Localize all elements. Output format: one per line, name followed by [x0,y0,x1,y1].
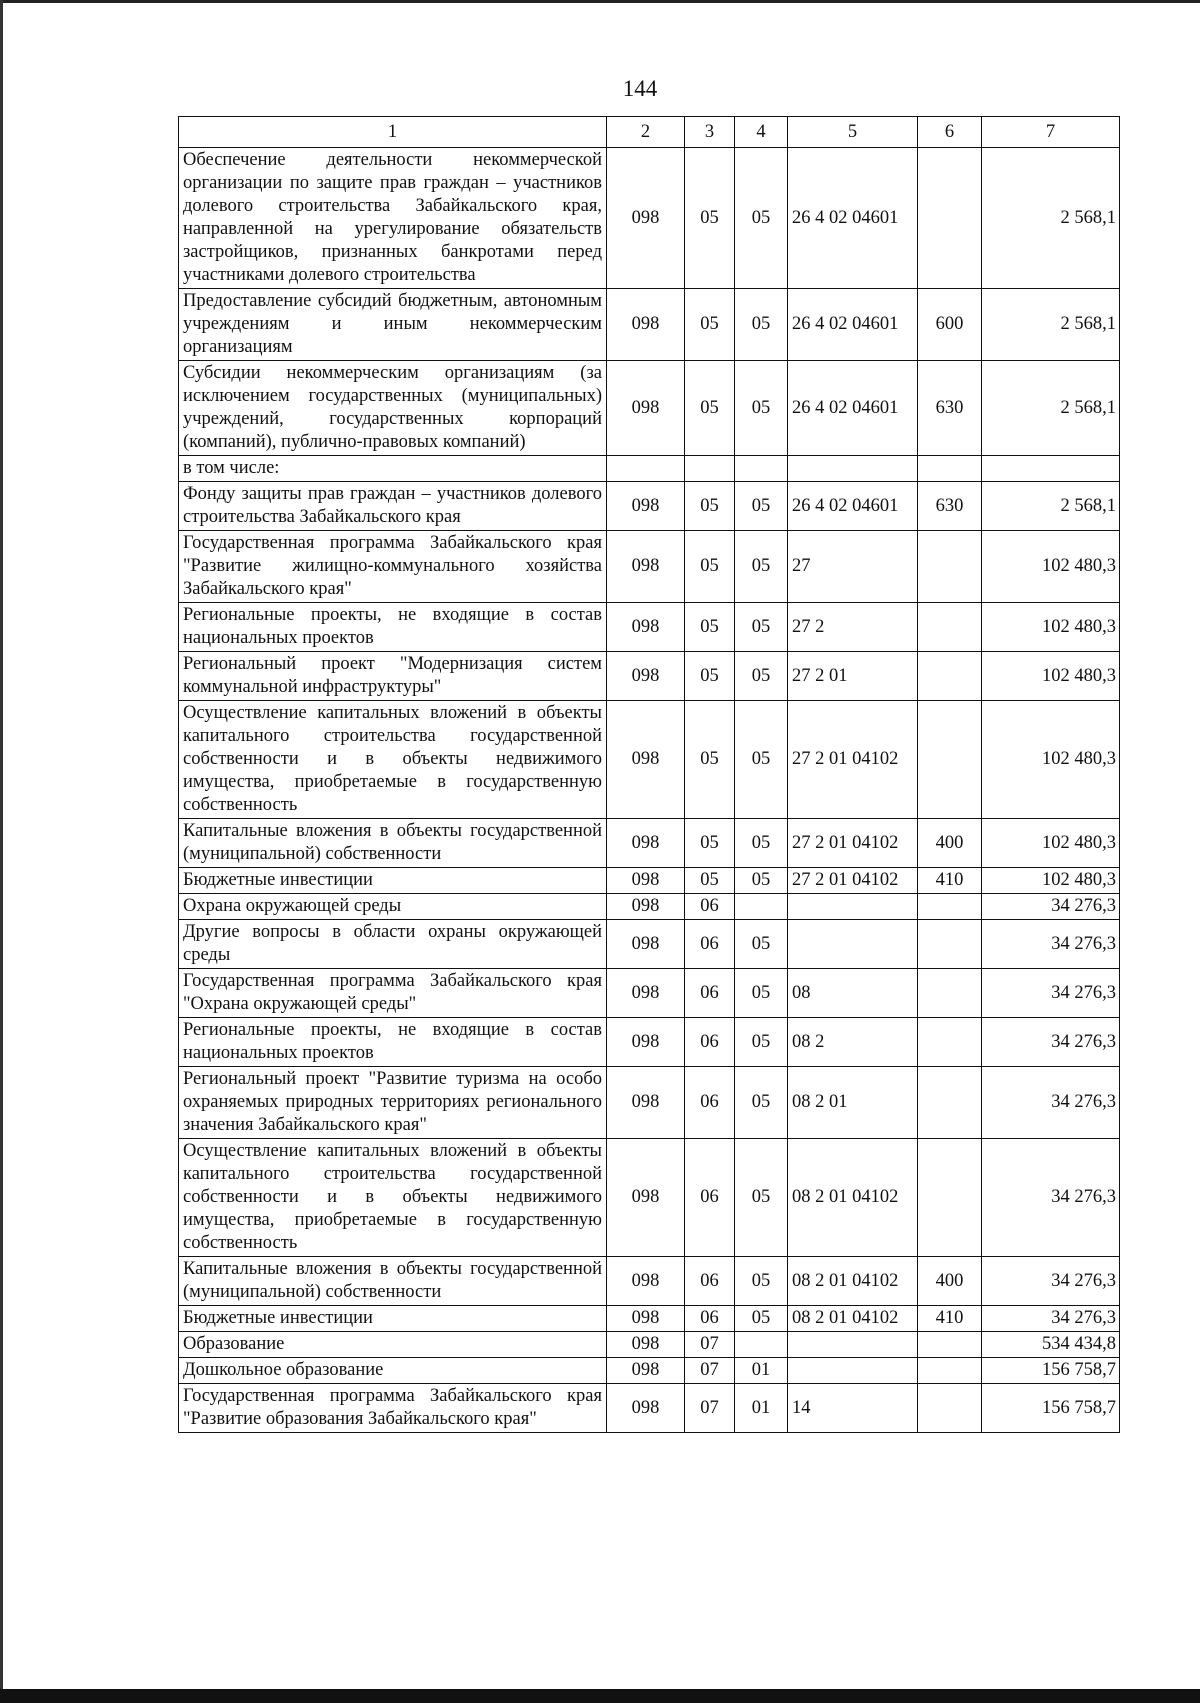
table-row [179,1257,1120,1306]
cell-subsection [735,894,788,920]
cell-grbs: 098 [607,1018,685,1067]
table-row [179,1384,1120,1433]
cell-subsection: 05 [735,531,788,603]
table-row [179,531,1120,603]
cell-name: Государственная программа Забайкальского края "Развитие жилищно-коммунального хозяйства Забайкальского края" [179,531,607,603]
cell-subsection: 05 [735,1067,788,1139]
cell-section: 05 [685,701,735,819]
cell-grbs: 098 [607,1257,685,1306]
table-row [179,819,1120,868]
scan-edge-left [0,0,3,1703]
cell-expense-type: 600 [918,289,982,361]
table-row [179,1332,1120,1358]
cell-name: Охрана окружающей среды [179,894,607,920]
table-row [179,868,1120,894]
cell-name: Осуществление капитальных вложений в объекты капитального строительства государственной собственности и в объекты недвижимого имущества, приобретаемые в государственную собственность [179,1139,607,1257]
cell-subsection: 05 [735,1018,788,1067]
cell-amount: 102 480,3 [982,819,1120,868]
cell-subsection: 05 [735,1306,788,1332]
cell-target-article: 27 2 01 04102 [788,701,918,819]
cell-section: 06 [685,1257,735,1306]
cell-subsection: 05 [735,819,788,868]
cell-grbs: 098 [607,1358,685,1384]
cell-grbs: 098 [607,819,685,868]
cell-name: Региональный проект "Модернизация систем коммунальной инфраструктуры" [179,652,607,701]
table-row [179,652,1120,701]
cell-subsection: 01 [735,1384,788,1433]
cell-section: 05 [685,652,735,701]
cell-subsection [735,456,788,482]
cell-name: Бюджетные инвестиции [179,868,607,894]
cell-target-article: 08 [788,969,918,1018]
cell-amount: 2 568,1 [982,482,1120,531]
cell-name: Предоставление субсидий бюджетным, автономным учреждениям и иным некоммерческим организациям [179,289,607,361]
cell-name: Субсидии некоммерческим организациям (за исключением государственных (муниципальных) учреждений, государственных корпораций (компаний), публично-правовых компаний) [179,361,607,456]
table-row [179,482,1120,531]
cell-amount: 156 758,7 [982,1384,1120,1433]
header-col-5: 5 [788,117,918,148]
cell-amount: 102 480,3 [982,652,1120,701]
cell-expense-type [918,920,982,969]
cell-subsection: 05 [735,603,788,652]
cell-name: в том числе: [179,456,607,482]
table-row [179,1018,1120,1067]
cell-grbs: 098 [607,148,685,289]
cell-subsection: 05 [735,920,788,969]
cell-name: Региональный проект "Развитие туризма на особо охраняемых природных территориях регионального значения Забайкальского края" [179,1067,607,1139]
cell-amount: 34 276,3 [982,1067,1120,1139]
cell-name: Региональные проекты, не входящие в состав национальных проектов [179,1018,607,1067]
cell-section: 06 [685,1018,735,1067]
cell-name: Государственная программа Забайкальского края "Охрана окружающей среды" [179,969,607,1018]
cell-expense-type [918,894,982,920]
cell-target-article: 08 2 01 04102 [788,1257,918,1306]
cell-grbs: 098 [607,868,685,894]
cell-grbs [607,456,685,482]
cell-name: Обеспечение деятельности некоммерческой организации по защите прав граждан – участников долевого строительства Забайкальского края, направленной на урегулирование обязательств застройщиков, признанных банкротами перед участниками долевого строительства [179,148,607,289]
cell-target-article: 27 2 01 04102 [788,819,918,868]
cell-amount: 34 276,3 [982,1018,1120,1067]
cell-expense-type [918,1332,982,1358]
cell-name: Другие вопросы в области охраны окружающей среды [179,920,607,969]
cell-section [685,456,735,482]
cell-section: 05 [685,289,735,361]
budget-table [178,116,1120,1433]
cell-amount [982,456,1120,482]
cell-expense-type [918,1067,982,1139]
cell-target-article [788,894,918,920]
cell-grbs: 098 [607,969,685,1018]
cell-subsection: 05 [735,868,788,894]
header-col-3: 3 [685,117,735,148]
table-row [179,603,1120,652]
cell-target-article: 27 2 [788,603,918,652]
cell-amount: 2 568,1 [982,361,1120,456]
cell-expense-type: 400 [918,819,982,868]
cell-name: Капитальные вложения в объекты государственной (муниципальной) собственности [179,819,607,868]
cell-subsection: 05 [735,1257,788,1306]
cell-expense-type [918,652,982,701]
cell-target-article: 14 [788,1384,918,1433]
table-row [179,361,1120,456]
cell-target-article [788,920,918,969]
cell-grbs: 098 [607,894,685,920]
cell-subsection: 05 [735,652,788,701]
cell-section: 06 [685,1306,735,1332]
cell-section: 05 [685,148,735,289]
cell-section: 07 [685,1358,735,1384]
cell-section: 05 [685,868,735,894]
table-row [179,148,1120,289]
header-col-4: 4 [735,117,788,148]
cell-expense-type [918,603,982,652]
cell-grbs: 098 [607,361,685,456]
cell-name: Государственная программа Забайкальского края "Развитие образования Забайкальского края" [179,1384,607,1433]
cell-amount: 102 480,3 [982,868,1120,894]
table-row [179,289,1120,361]
cell-grbs: 098 [607,289,685,361]
cell-name: Фонду защиты прав граждан – участников долевого строительства Забайкальского края [179,482,607,531]
cell-subsection [735,1332,788,1358]
cell-section: 05 [685,361,735,456]
cell-target-article: 26 4 02 04601 [788,289,918,361]
header-col-7: 7 [982,117,1120,148]
table-row [179,1139,1120,1257]
cell-section: 06 [685,894,735,920]
cell-expense-type [918,1358,982,1384]
cell-grbs: 098 [607,1332,685,1358]
cell-amount: 34 276,3 [982,1306,1120,1332]
cell-section: 05 [685,482,735,531]
cell-section: 05 [685,603,735,652]
cell-target-article [788,1332,918,1358]
cell-name: Образование [179,1332,607,1358]
cell-amount: 2 568,1 [982,289,1120,361]
cell-section: 06 [685,1139,735,1257]
cell-section: 07 [685,1384,735,1433]
cell-expense-type [918,1018,982,1067]
cell-grbs: 098 [607,1139,685,1257]
cell-amount: 34 276,3 [982,1139,1120,1257]
cell-target-article: 08 2 01 04102 [788,1139,918,1257]
cell-grbs: 098 [607,1067,685,1139]
header-col-1: 1 [179,117,607,148]
cell-subsection: 05 [735,701,788,819]
cell-section: 06 [685,920,735,969]
scan-edge-bottom [0,1689,1200,1703]
cell-grbs: 098 [607,531,685,603]
cell-target-article [788,456,918,482]
cell-amount: 34 276,3 [982,920,1120,969]
cell-expense-type [918,701,982,819]
cell-grbs: 098 [607,603,685,652]
cell-amount: 102 480,3 [982,603,1120,652]
page-number: 144 [622,76,658,101]
cell-expense-type: 410 [918,868,982,894]
cell-grbs: 098 [607,652,685,701]
table-row [179,969,1120,1018]
cell-grbs: 098 [607,482,685,531]
cell-expense-type: 630 [918,361,982,456]
cell-section: 06 [685,969,735,1018]
cell-amount: 102 480,3 [982,701,1120,819]
cell-amount: 534 434,8 [982,1332,1120,1358]
cell-expense-type [918,1384,982,1433]
cell-subsection: 05 [735,148,788,289]
cell-name: Региональные проекты, не входящие в состав национальных проектов [179,603,607,652]
cell-subsection: 05 [735,969,788,1018]
header-col-2: 2 [607,117,685,148]
cell-amount: 102 480,3 [982,531,1120,603]
cell-expense-type [918,531,982,603]
cell-grbs: 098 [607,1306,685,1332]
table-row [179,701,1120,819]
cell-target-article: 27 2 01 [788,652,918,701]
cell-grbs: 098 [607,1384,685,1433]
cell-target-article [788,1358,918,1384]
cell-subsection: 05 [735,1139,788,1257]
cell-target-article: 26 4 02 04601 [788,482,918,531]
cell-expense-type [918,148,982,289]
cell-target-article: 08 2 01 04102 [788,1306,918,1332]
cell-subsection: 05 [735,361,788,456]
scan-edge-top [0,0,1200,3]
cell-target-article: 27 [788,531,918,603]
cell-amount: 34 276,3 [982,969,1120,1018]
table-row [179,920,1120,969]
cell-expense-type [918,1139,982,1257]
table-row [179,456,1120,482]
cell-expense-type: 410 [918,1306,982,1332]
cell-target-article: 08 2 01 [788,1067,918,1139]
cell-amount: 2 568,1 [982,148,1120,289]
cell-amount: 34 276,3 [982,894,1120,920]
table-row [179,1358,1120,1384]
cell-grbs: 098 [607,701,685,819]
cell-subsection: 01 [735,1358,788,1384]
table-row [179,894,1120,920]
cell-name: Капитальные вложения в объекты государственной (муниципальной) собственности [179,1257,607,1306]
cell-amount: 34 276,3 [982,1257,1120,1306]
cell-name: Дошкольное образование [179,1358,607,1384]
cell-grbs: 098 [607,920,685,969]
table-body [179,148,1120,1433]
cell-subsection: 05 [735,482,788,531]
cell-name: Бюджетные инвестиции [179,1306,607,1332]
header-row [179,117,1120,148]
table-row [179,1067,1120,1139]
cell-section: 05 [685,819,735,868]
cell-subsection: 05 [735,289,788,361]
cell-section: 07 [685,1332,735,1358]
cell-section: 05 [685,531,735,603]
cell-expense-type: 630 [918,482,982,531]
cell-expense-type [918,969,982,1018]
cell-target-article: 08 2 [788,1018,918,1067]
cell-amount: 156 758,7 [982,1358,1120,1384]
table-row [179,1306,1120,1332]
cell-target-article: 26 4 02 04601 [788,148,918,289]
cell-name: Осуществление капитальных вложений в объекты капитального строительства государственной собственности и в объекты недвижимого имущества, приобретаемые в государственную собственность [179,701,607,819]
header-col-6: 6 [918,117,982,148]
cell-expense-type [918,456,982,482]
table-header [179,117,1120,148]
cell-target-article: 27 2 01 04102 [788,868,918,894]
cell-expense-type: 400 [918,1257,982,1306]
cell-target-article: 26 4 02 04601 [788,361,918,456]
cell-section: 06 [685,1067,735,1139]
